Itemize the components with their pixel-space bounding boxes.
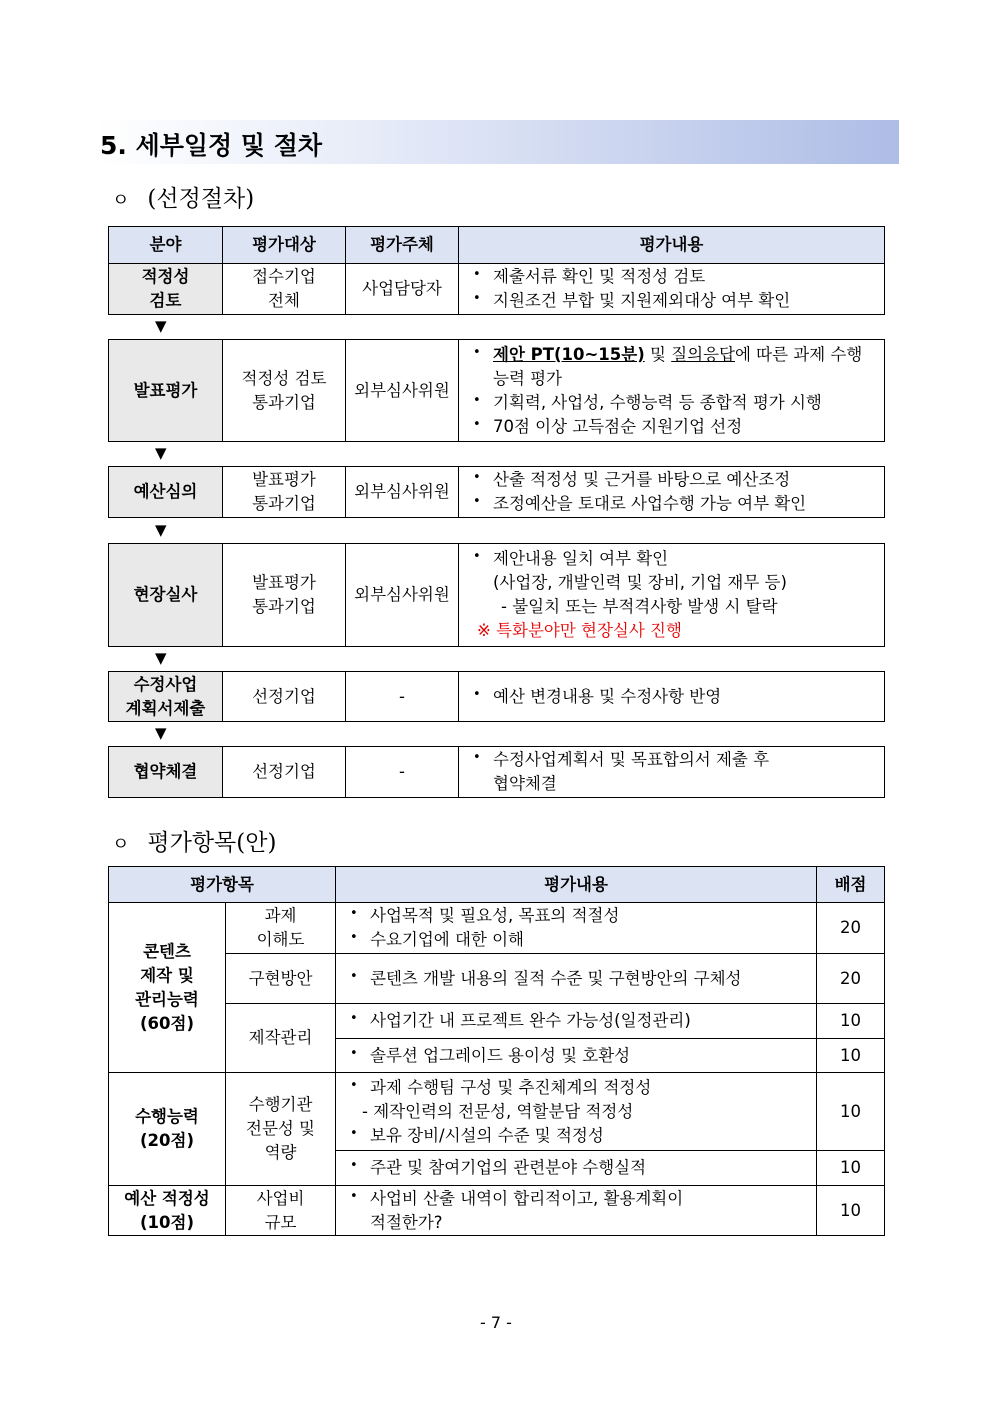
target-line: 접수기업	[252, 267, 316, 286]
group-line: 관리능력	[135, 989, 199, 1009]
group-line: 예산 적정성	[124, 1188, 210, 1208]
group-line: 콘텐츠	[143, 941, 191, 961]
content-item: • 주관 및 참여기업의 관련분야 수행실적	[346, 1156, 816, 1180]
field: 발표평가	[109, 340, 223, 442]
content-item: • 솔루션 업그레이드 용이성 및 호환성	[346, 1044, 816, 1068]
process-row-revised-plan	[108, 671, 885, 722]
score: 20	[817, 903, 885, 954]
subject: 외부심사위원	[346, 467, 459, 518]
pt-text: 제안 PT(10~15분)	[493, 344, 645, 364]
field-line: 수정사업	[133, 674, 198, 694]
note-text: ※ 특화분야만 현장실사 진행	[477, 621, 682, 640]
bullet: ㅇ	[112, 834, 130, 855]
text: 에 따른 과제 수행	[734, 344, 863, 364]
score: 10	[817, 1039, 885, 1073]
group-line: (10점)	[140, 1212, 194, 1232]
content-item: • 70점 이상 고득점순 지원기업 선정	[469, 415, 884, 439]
content-item: • 사업비 산출 내역이 합리적이고, 활용계획이	[346, 1187, 816, 1211]
target: 선정기업	[223, 747, 346, 798]
field-line: 검토	[149, 291, 182, 310]
table-row	[109, 954, 885, 1004]
score: 10	[817, 1186, 885, 1236]
subject: 외부심사위원	[346, 544, 459, 647]
target-line: 통과기업	[252, 392, 316, 412]
header-subject: 평가주체	[346, 227, 459, 264]
subgroup: 구현방안	[226, 954, 336, 1004]
content-item: • 제안내용 일치 여부 확인	[469, 547, 884, 571]
content-cont: (사업장, 개발인력 및 장비, 기업 재무 등)	[493, 573, 787, 592]
evaluation-table	[108, 866, 885, 1236]
section-title: 5. 세부일정 및 절차	[100, 131, 323, 160]
header-item: 평가항목	[109, 867, 336, 903]
subheading-text: (선정절차)	[147, 186, 255, 212]
field: 현장실사	[109, 544, 223, 647]
content-cont: 능력 평가	[493, 368, 563, 388]
subgroup: 제작관리	[226, 1004, 336, 1073]
content-item: • 기획력, 사업성, 수행능력 등 종합적 평가 시행	[469, 391, 884, 415]
content-item: • 산출 적정성 및 근거를 바탕으로 예산조정	[469, 468, 884, 492]
down-arrow-icon: ▼	[155, 521, 167, 539]
header-field: 분야	[109, 227, 223, 264]
target: 선정기업	[223, 672, 346, 722]
content-item: • 수요기업에 대한 이해	[346, 928, 816, 952]
process-row-review	[109, 264, 885, 315]
page-number: - 7 -	[480, 1313, 512, 1332]
bullet: ㅇ	[112, 190, 130, 211]
content-item: • 사업목적 및 필요성, 목표의 적절성	[346, 904, 816, 928]
content-cont: 적절한가?	[370, 1212, 443, 1232]
header-target: 평가대상	[223, 227, 346, 264]
subgroup-line: 이해도	[256, 930, 305, 949]
content-item: • 예산 변경내용 및 수정사항 반영	[469, 685, 884, 709]
down-arrow-icon: ▼	[155, 724, 167, 742]
qa-text: 질의응답	[671, 344, 735, 364]
process-row-presentation	[108, 339, 885, 442]
table-row	[109, 1073, 885, 1151]
subheading-text: 평가항목(안)	[147, 830, 277, 856]
content-item: • 과제 수행팀 구성 및 추진체계의 적정성	[346, 1076, 816, 1100]
group-line: 제작 및	[140, 965, 194, 985]
content-item: • 조정예산을 토대로 사업수행 가능 여부 확인	[469, 492, 884, 516]
content-item: • 콘텐츠 개발 내용의 질적 수준 및 구현방안의 구체성	[346, 967, 816, 991]
subject: 사업담당자	[346, 264, 459, 315]
target-line: 통과기업	[252, 597, 316, 616]
table-row	[109, 1186, 885, 1236]
text: 및	[644, 344, 672, 364]
content-item: • 사업기간 내 프로젝트 완수 가능성(일정관리)	[346, 1009, 816, 1033]
table-row	[109, 903, 885, 954]
score: 10	[817, 1073, 885, 1151]
target-line: 전체	[268, 291, 300, 310]
subgroup-line: 규모	[264, 1212, 297, 1232]
process-row-site-visit	[108, 543, 885, 647]
group-line: (60점)	[140, 1013, 194, 1033]
header-content: 평가내용	[459, 227, 885, 264]
process-row-agreement	[108, 746, 885, 798]
target-line: 발표평가	[252, 470, 316, 489]
subject: -	[346, 672, 459, 722]
content-subitem: - 불일치 또는 부적격사항 발생 시 탈락	[501, 597, 778, 616]
group-line: (20점)	[140, 1131, 194, 1150]
subgroup-line: 역량	[264, 1143, 297, 1162]
field-line: 적정성	[141, 267, 190, 286]
content-item: • 보유 장비/시설의 수준 및 적정성	[346, 1124, 816, 1148]
subgroup-line: 과제	[264, 906, 297, 925]
table-row	[109, 1004, 885, 1039]
field: 협약체결	[109, 747, 223, 798]
section-heading	[96, 120, 899, 164]
subheading-eval	[112, 824, 276, 857]
down-arrow-icon: ▼	[155, 649, 167, 667]
subject: 외부심사위원	[346, 340, 459, 442]
subheading-selection	[112, 180, 254, 213]
down-arrow-icon: ▼	[155, 317, 167, 335]
subgroup-line: 사업비	[256, 1188, 305, 1208]
content-subitem: - 제작인력의 전문성, 역할분담 적정성	[362, 1101, 634, 1121]
process-row-budget	[108, 466, 885, 518]
group-line: 수행능력	[135, 1107, 199, 1126]
field: 예산심의	[109, 467, 223, 518]
content-cont: 협약체결	[493, 774, 557, 793]
score: 10	[817, 1004, 885, 1039]
field-line: 계획서제출	[125, 698, 206, 718]
target-line: 통과기업	[252, 494, 316, 513]
header-score: 배점	[817, 867, 885, 903]
subject: -	[346, 747, 459, 798]
score: 20	[817, 954, 885, 1004]
target-line: 발표평가	[252, 573, 316, 592]
content-item	[469, 343, 884, 367]
content-item: • 지원조건 부합 및 지원제외대상 여부 확인	[469, 289, 884, 313]
header-content: 평가내용	[336, 867, 817, 903]
down-arrow-icon: ▼	[155, 444, 167, 462]
target-line: 적정성 검토	[241, 368, 327, 388]
content-item: • 제출서류 확인 및 적정성 검토	[469, 265, 884, 289]
subgroup-line: 수행기관	[248, 1095, 313, 1114]
content-item: • 수정사업계획서 및 목표합의서 제출 후	[469, 748, 884, 772]
score: 10	[817, 1151, 885, 1186]
subgroup-line: 전문성 및	[246, 1119, 316, 1138]
process-header-row	[108, 226, 885, 315]
